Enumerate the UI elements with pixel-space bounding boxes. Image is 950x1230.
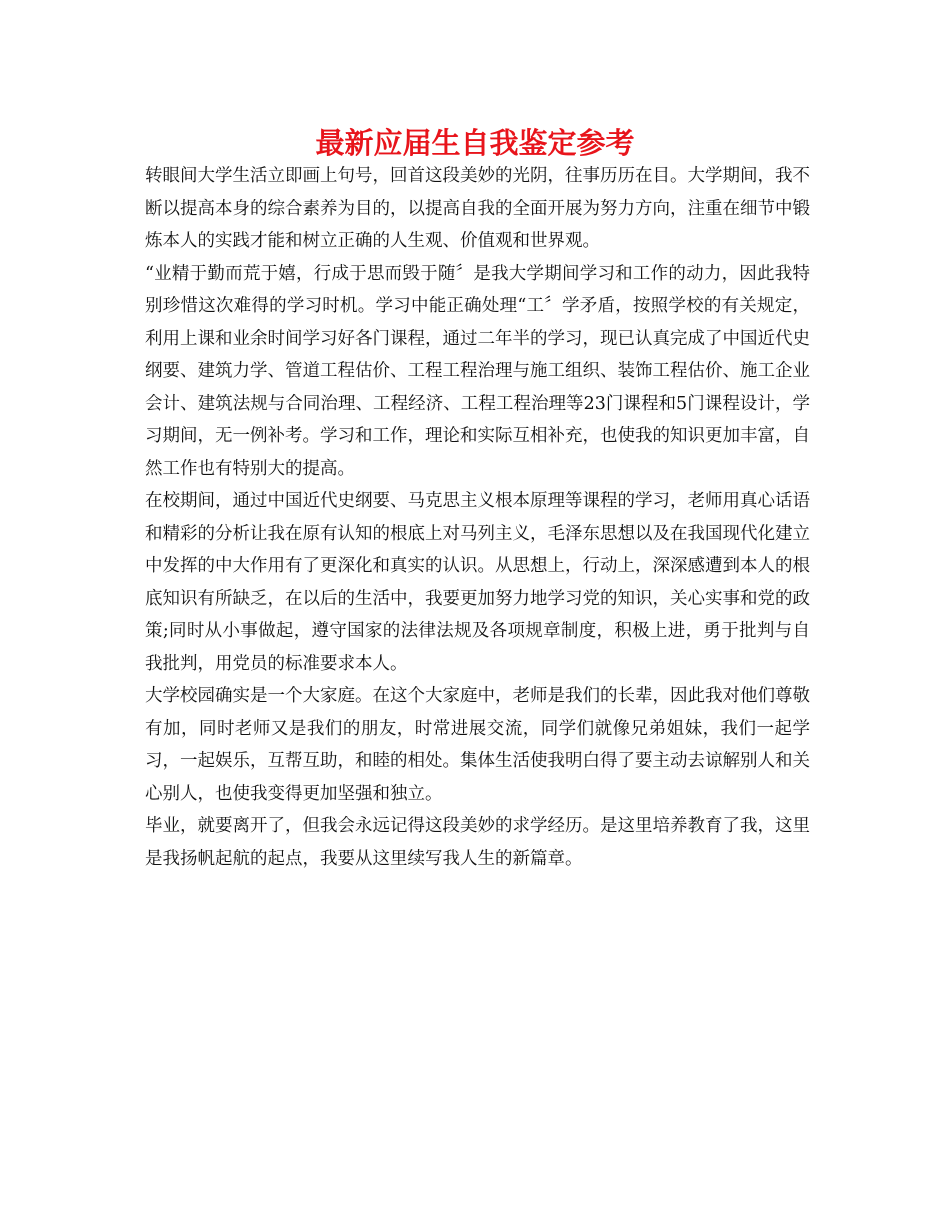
paragraph-5: 毕业，就要离开了，但我会永远记得这段美妙的求学经历。是这里培养教育了我，这里是我扬帆起航的起点，我要从这里续写我人生的新篇章。 [145, 816, 810, 869]
paragraph-2: “业精于勤而荒于嬉，行成于思而毁于随〞是我大学期间学习和工作的动力，因此我特别珍惜这次难得的学习时机。学习中能正确处理“工〞学矛盾，按照学校的有关规定，利用上课和业余时间学习好各门课程，通过二年半的学习，现已认真完成了中国近代史纲要、建筑力学、管道工程估价、工程工程治理与施工组织、装饰工程估价、施工企业会计、建筑法规与合同治理、工程经济、工程工程治理等23门课程和5门课程设计，学习期间，无一例补考。学习和工作，理论和实际互相补充，也使我的知识更加丰富，自然工作也有特别大的提高。 [145, 263, 810, 479]
document-title: 最新应届生自我鉴定参考 [315, 126, 635, 160]
paragraph-1: 转眼间大学生活立即画上句号，回首这段美妙的光阴，往事历历在目。大学期间，我不断以提高本身的综合素养为目的，以提高自我的全面开展为努力方向，注重在细节中锻炼本人的实践才能和树立正确的人生观、价值观和世界观。 [145, 166, 810, 251]
paragraph-4: 大学校园确实是一个大家庭。在这个大家庭中，老师是我们的长辈，因此我对他们尊敬有加，同时老师又是我们的朋友，时常进展交流，同学们就像兄弟姐妹，我们一起学习，一起娱乐，互帮互助，和睦的相处。集体生活使我明白得了要主动去谅解别人和关心别人，也使我变得更加坚强和独立。 [145, 686, 810, 804]
paragraph-3: 在校期间，通过中国近代史纲要、马克思主义根本原理等课程的学习，老师用真心话语和精彩的分析让我在原有认知的根底上对马列主义，毛泽东思想以及在我国现代化建立中发挥的中大作用有了更深化和真实的认识。从思想上，行动上，深深感遭到本人的根底知识有所缺乏，在以后的生活中，我要更加努力地学习党的知识，关心实事和党的政策;同时从小事做起，遵守国家的法律法规及各项规章制度，积极上进，勇于批判与自我批判，用党员的标准要求本人。 [145, 491, 810, 674]
document-body [145, 160, 810, 875]
